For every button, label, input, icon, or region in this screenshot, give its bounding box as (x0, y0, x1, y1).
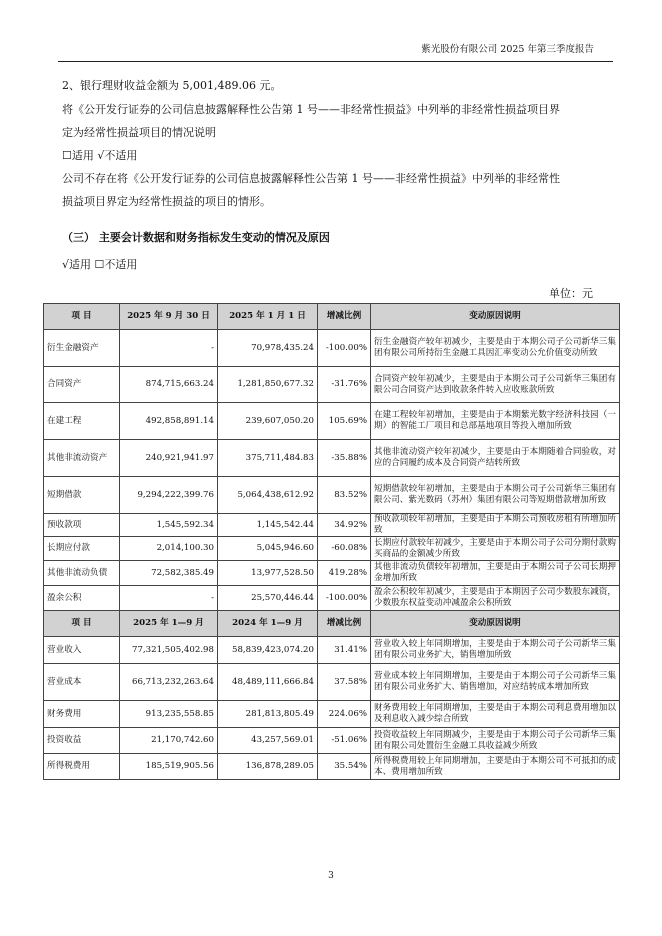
row-current-value: - (120, 586, 218, 611)
row-item-label: 短期借款 (44, 477, 120, 514)
row-item-label: 衍生金融资产 (44, 330, 120, 367)
row-change-ratio: 419.28% (318, 561, 371, 586)
row-change-ratio: -60.08% (318, 537, 371, 561)
column-header: 2025 年 1—9 月 (120, 611, 218, 637)
row-prior-value: 5,064,438,612.92 (218, 477, 318, 514)
column-header: 2025 年 9 月 30 日 (120, 304, 218, 330)
table-row (44, 440, 620, 477)
row-change-reason: 盈余公积较年初减少，主要是由于本期因子公司少数股东减资，少数股东权益变动冲减盈余公积所致 (371, 586, 620, 611)
row-change-reason: 其他非流动资产较年初减少，主要是由于本期随着合同验收，对应的合同履约成本及合同资产结转所致 (371, 440, 620, 477)
report-title: 紫光股份有限公司 2025 年第三季度报告 (421, 44, 594, 55)
row-prior-value: 25,570,446.44 (218, 586, 318, 611)
row-change-reason: 合同资产较年初减少，主要是由于本期公司子公司新华三集团有限公司合同资产达到收款条件转入应收账款所致 (371, 367, 620, 403)
row-change-ratio: -100.00% (318, 330, 371, 367)
column-header: 变动原因说明 (371, 304, 620, 330)
column-header: 项 目 (44, 611, 120, 637)
row-change-ratio: 83.52% (318, 477, 371, 514)
row-change-reason: 营业成本较上年同期增加，主要是由于本期公司子公司新华三集团有限公司业务扩大、销售增加，对应结转成本增加所致 (371, 664, 620, 701)
column-header: 增减比例 (318, 304, 371, 330)
statement-line2: 损益项目界定为经常性损益的项目的情形。 (62, 195, 271, 208)
row-item-label: 其他非流动负债 (44, 561, 120, 586)
table-row (44, 586, 620, 611)
row-change-ratio: 105.69% (318, 403, 371, 440)
row-current-value: 1,545,592.34 (120, 514, 218, 537)
row-prior-value: 43,257,569.01 (218, 728, 318, 754)
row-prior-value: 136,878,289.05 (218, 754, 318, 780)
row-change-reason: 财务费用较上年同期增加，主要是由于本期公司利息费用增加以及利息收入减少综合所致 (371, 701, 620, 728)
row-change-ratio: -35.88% (318, 440, 371, 477)
recurring-items-heading-line1: 将《公开发行证券的公司信息披露解释性公告第 1 号——非经常性损益》中列举的非经常性损益项目界 (62, 103, 560, 116)
table-header-row (44, 304, 620, 330)
row-item-label: 营业收入 (44, 637, 120, 664)
row-current-value: 913,235,558.85 (120, 701, 218, 728)
table-row (44, 537, 620, 561)
table-row (44, 514, 620, 537)
page-number: 3 (328, 871, 334, 881)
row-item-label: 合同资产 (44, 367, 120, 403)
row-change-ratio: 37.58% (318, 664, 371, 701)
row-change-ratio: -100.00% (318, 586, 371, 611)
column-header: 2024 年 1—9 月 (218, 611, 318, 637)
column-header: 项 目 (44, 304, 120, 330)
section-title: （三） 主要会计数据和财务指标发生变动的情况及原因 (62, 231, 330, 244)
row-prior-value: 58,839,423,074.20 (218, 637, 318, 664)
row-current-value: 21,170,742.60 (120, 728, 218, 754)
row-change-reason: 短期借款较年初增加，主要是由于本期公司子公司新华三集团有限公司、紫光数码（苏州）集团有限公司等短期借款增加所致 (371, 477, 620, 514)
row-change-reason: 所得税费用较上年同期增加，主要是由于本期公司不可抵扣的成本、费用增加所致 (371, 754, 620, 780)
row-change-ratio: -51.06% (318, 728, 371, 754)
row-prior-value: 281,813,805.49 (218, 701, 318, 728)
row-change-ratio: 31.41% (318, 637, 371, 664)
row-current-value: 2,014,100.30 (120, 537, 218, 561)
bank-wealth-income-line: 2、银行理财收益金额为 5,001,489.06 元。 (62, 79, 282, 92)
column-header: 增减比例 (318, 611, 371, 637)
table-row (44, 477, 620, 514)
table-row (44, 754, 620, 780)
row-prior-value: 1,281,850,677.32 (218, 367, 318, 403)
row-prior-value: 5,045,946.60 (218, 537, 318, 561)
row-item-label: 在建工程 (44, 403, 120, 440)
row-current-value: 77,321,505,402.98 (120, 637, 218, 664)
row-change-ratio: 224.06% (318, 701, 371, 728)
row-change-ratio: 35.54% (318, 754, 371, 780)
row-item-label: 盈余公积 (44, 586, 120, 611)
header-divider (58, 61, 613, 62)
table-row (44, 701, 620, 728)
row-current-value: 240,921,941.97 (120, 440, 218, 477)
row-item-label: 财务费用 (44, 701, 120, 728)
table-row (44, 637, 620, 664)
row-prior-value: 70,978,435.24 (218, 330, 318, 367)
row-current-value: 72,582,385.49 (120, 561, 218, 586)
row-current-value: - (120, 330, 218, 367)
row-prior-value: 1,145,542.44 (218, 514, 318, 537)
table-row (44, 330, 620, 367)
statement-line1: 公司不存在将《公开发行证券的公司信息披露解释性公告第 1 号——非经常性损益》中列举的非经常性 (62, 172, 560, 185)
row-current-value: 874,715,663.24 (120, 367, 218, 403)
row-change-reason: 衍生金融资产较年初减少，主要是由于本期公司子公司新华三集团有限公司所持衍生金融工具因汇率变动公允价值变动所致 (371, 330, 620, 367)
row-prior-value: 239,607,050.20 (218, 403, 318, 440)
column-header: 变动原因说明 (371, 611, 620, 637)
unit-label: 单位：元 (549, 287, 593, 300)
row-current-value: 9,294,222,399.76 (120, 477, 218, 514)
row-prior-value: 48,489,111,666.84 (218, 664, 318, 701)
row-item-label: 长期应付款 (44, 537, 120, 561)
row-item-label: 营业成本 (44, 664, 120, 701)
row-change-ratio: -31.76% (318, 367, 371, 403)
row-change-reason: 在建工程较年初增加，主要是由于本期紫光数字经济科技园（一期）的智能工厂项目和总部基地项目等投入增加所致 (371, 403, 620, 440)
row-item-label: 其他非流动资产 (44, 440, 120, 477)
table-row (44, 728, 620, 754)
table-header-row (44, 611, 620, 637)
table-row (44, 367, 620, 403)
row-change-reason: 长期应付款较年初减少，主要是由于本期公司子公司分期付款购买商品的金额减少所致 (371, 537, 620, 561)
row-prior-value: 375,711,484.83 (218, 440, 318, 477)
recurring-items-heading-line2: 定为经常性损益项目的情况说明 (62, 126, 216, 139)
row-current-value: 66,713,232,263.64 (120, 664, 218, 701)
table-row (44, 403, 620, 440)
row-current-value: 492,858,891.14 (120, 403, 218, 440)
row-change-reason: 营业收入较上年同期增加，主要是由于本期公司子公司新华三集团有限公司业务扩大，销售增加所致 (371, 637, 620, 664)
applicability-checkbox-1: ☐适用 √不适用 (62, 149, 138, 162)
row-prior-value: 13,977,528.50 (218, 561, 318, 586)
row-change-reason: 预收款项较年初增加，主要是由于本期公司预收房租有所增加所致 (371, 514, 620, 537)
table-row (44, 561, 620, 586)
table-row (44, 664, 620, 701)
row-item-label: 投资收益 (44, 728, 120, 754)
column-header: 2025 年 1 月 1 日 (218, 304, 318, 330)
row-change-reason: 其他非流动负债较年初增加，主要是由于本期公司子公司长期押金增加所致 (371, 561, 620, 586)
row-change-reason: 投资收益较上年同期减少，主要是由于本期公司子公司新华三集团有限公司处置衍生金融工具收益减少所致 (371, 728, 620, 754)
row-change-ratio: 34.92% (318, 514, 371, 537)
row-item-label: 预收款项 (44, 514, 120, 537)
row-item-label: 所得税费用 (44, 754, 120, 780)
row-current-value: 185,519,905.56 (120, 754, 218, 780)
financial-changes-table (43, 303, 620, 780)
applicability-checkbox-2: √适用 ☐不适用 (62, 258, 138, 271)
